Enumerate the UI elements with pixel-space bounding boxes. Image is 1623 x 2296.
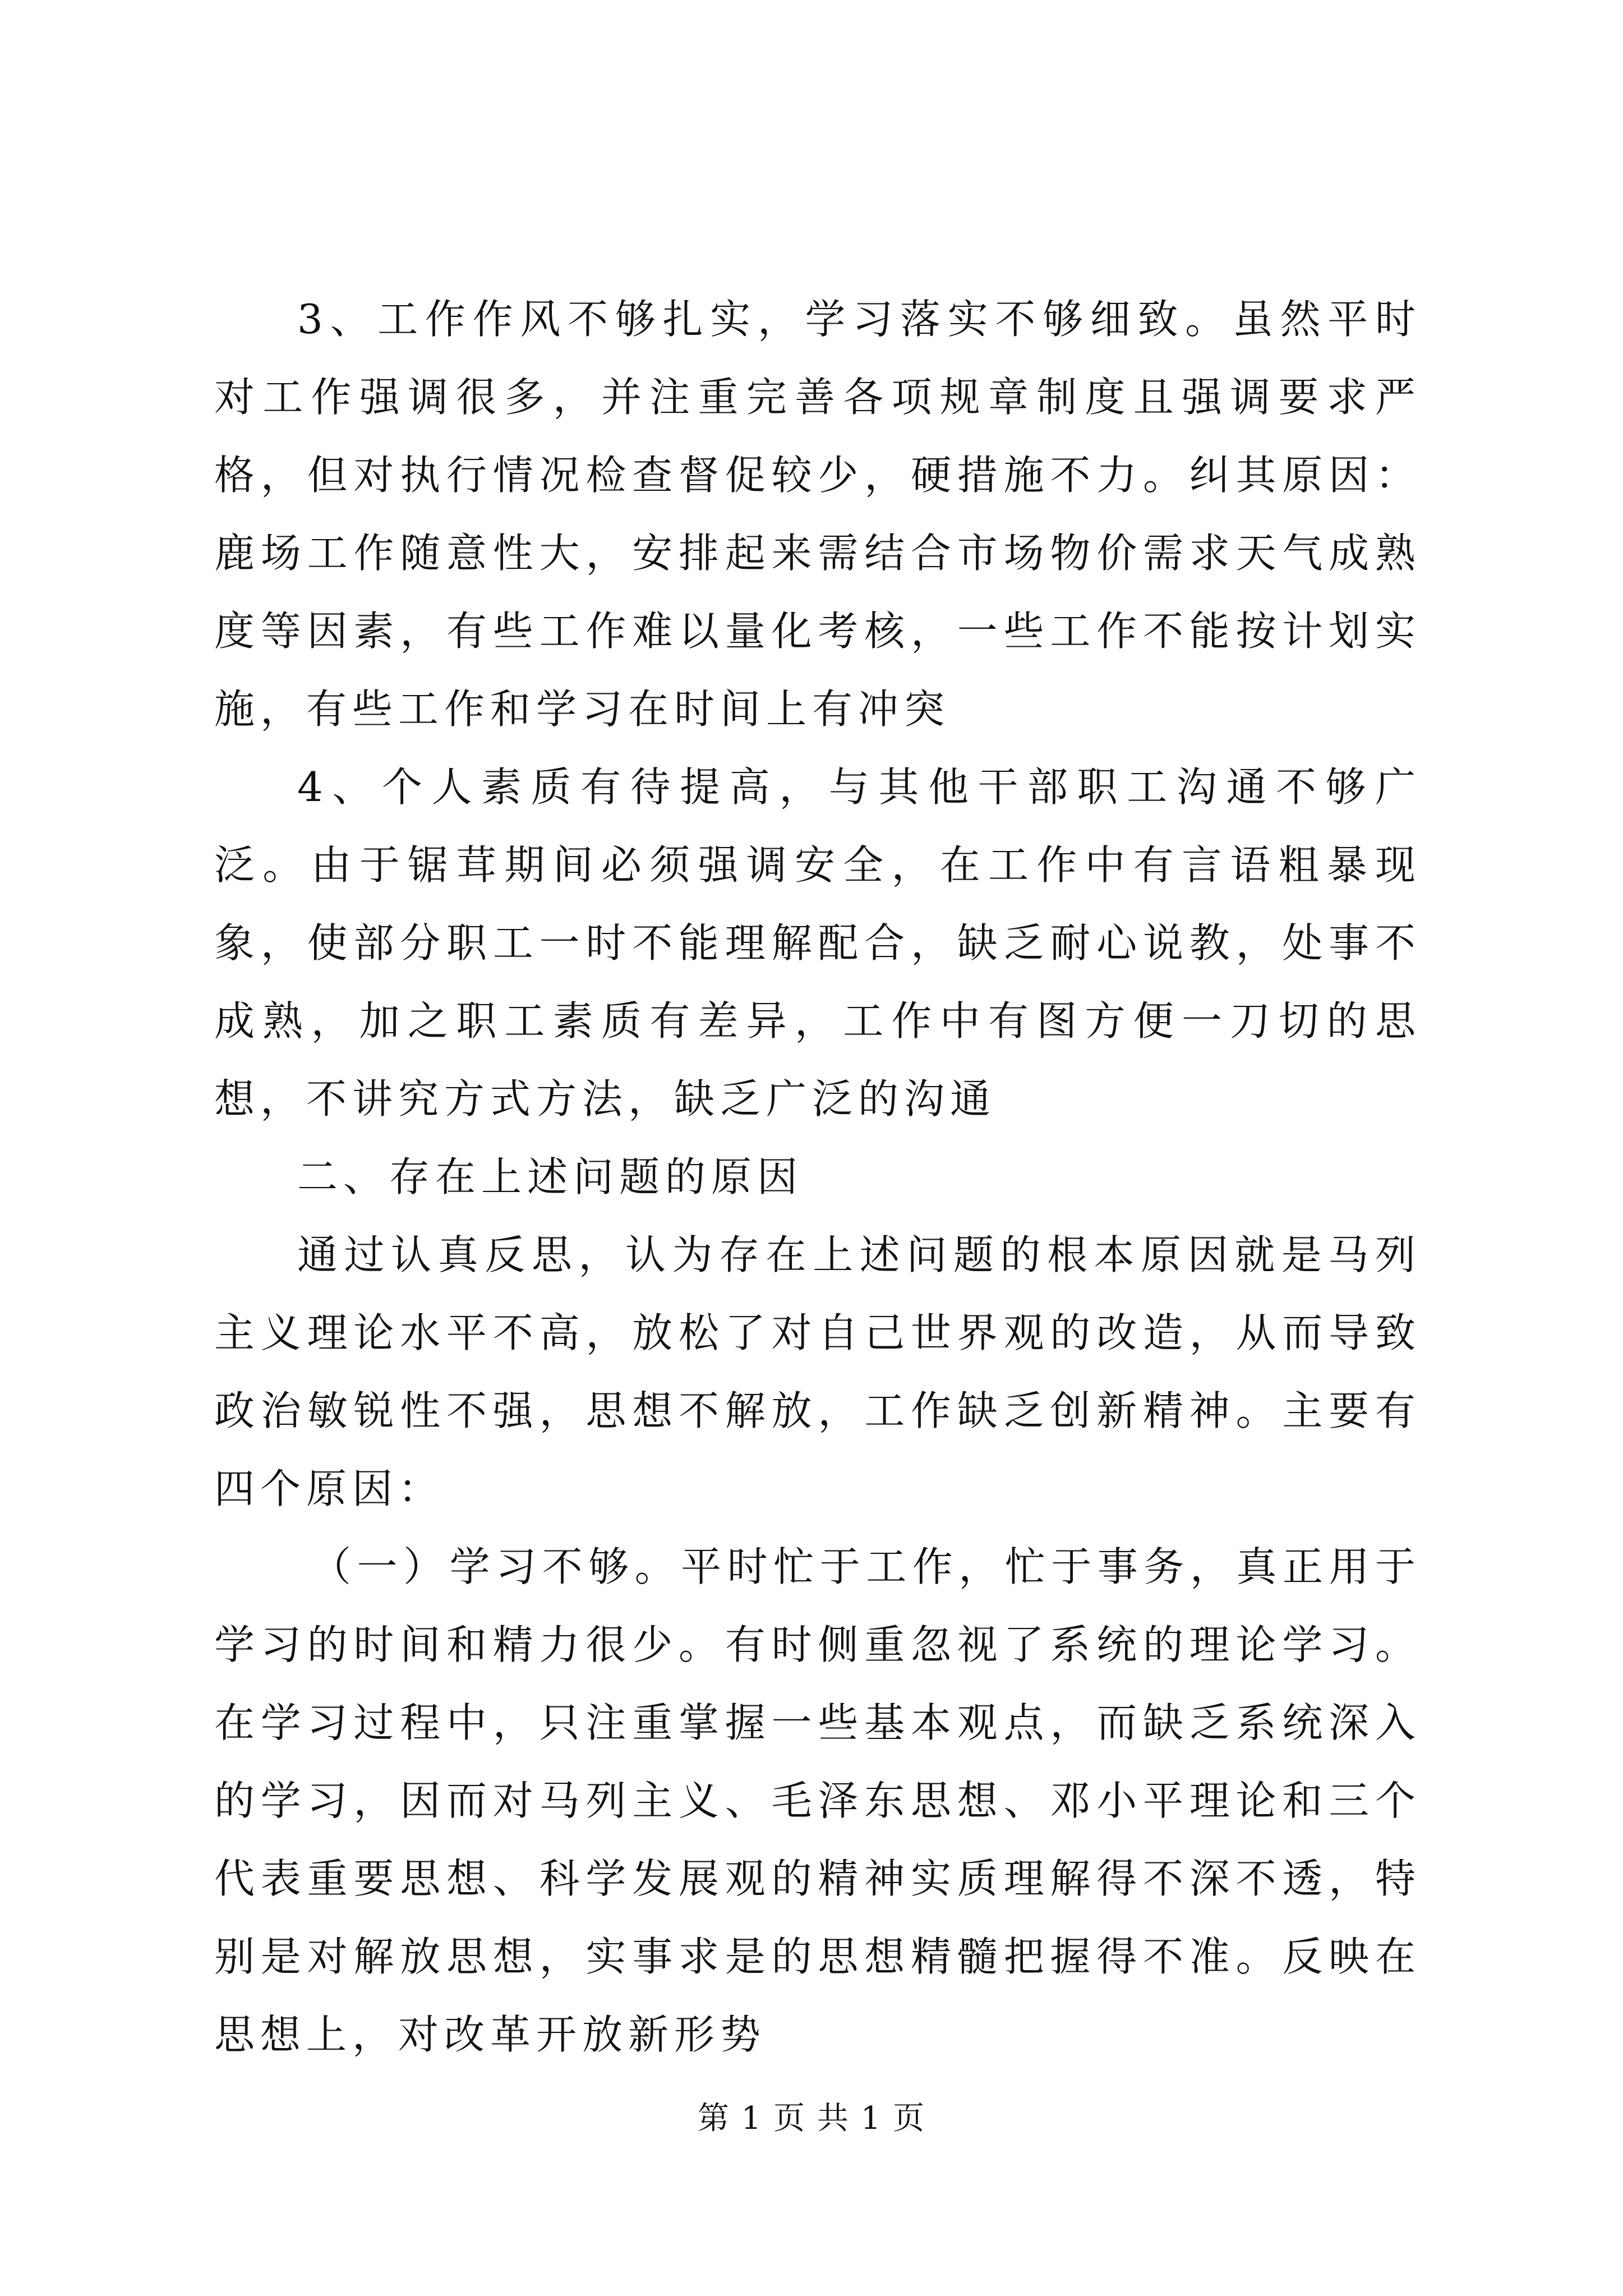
paragraph-item-3: 3、工作作风不够扎实，学习落实不够细致。虽然平时对工作强调很多，并注重完善各项规章制度且强调要求严格，但对执行情况检查督促较少，硬措施不力。纠其原因：鹿场工作随意性大，安排起来需结合市场物价需求天气成熟度等因素，有些工作难以量化考核，一些工作不能按计划实施，有些工作和学习在时间上有冲突 xyxy=(214,296,1421,733)
paragraph-reasons-intro: 通过认真反思，认为存在上述问题的根本原因就是马列主义理论水平不高，放松了对自己世界观的改造，从而导致政治敏锐性不强，思想不解放，工作缺乏创新精神。主要有四个原因： xyxy=(214,1231,1421,1512)
page-footer: 第 1 页 共 1 页 xyxy=(697,2100,926,2137)
section-heading: 二、存在上述问题的原因 xyxy=(297,1153,804,1200)
paragraph-reason-1: （一）学习不够。平时忙于工作，忙于事务，真正用于学习的时间和精力很少。有时侧重忽视了系统的理论学习。在学习过程中，只注重掌握一些基本观点，而缺乏系统深入的学习，因而对马列主义、毛泽东思想、邓小平理论和三个代表重要思想、科学发展观的精神实质理解得不深不透，特别是对解放思想，实事求是的思想精髓把握得不准。反映在思想上，对改革开放新形势 xyxy=(214,1543,1421,2058)
document-body xyxy=(214,280,1421,2074)
paragraph-item-4: 4、个人素质有待提高，与其他干部职工沟通不够广泛。由于锯茸期间必须强调安全，在工作中有言语粗暴现象，使部分职工一时不能理解配合，缺乏耐心说教，处事不成熟，加之职工素质有差异，工作中有图方便一刀切的思想，不讲究方式方法，缺乏广泛的沟通 xyxy=(214,763,1421,1122)
